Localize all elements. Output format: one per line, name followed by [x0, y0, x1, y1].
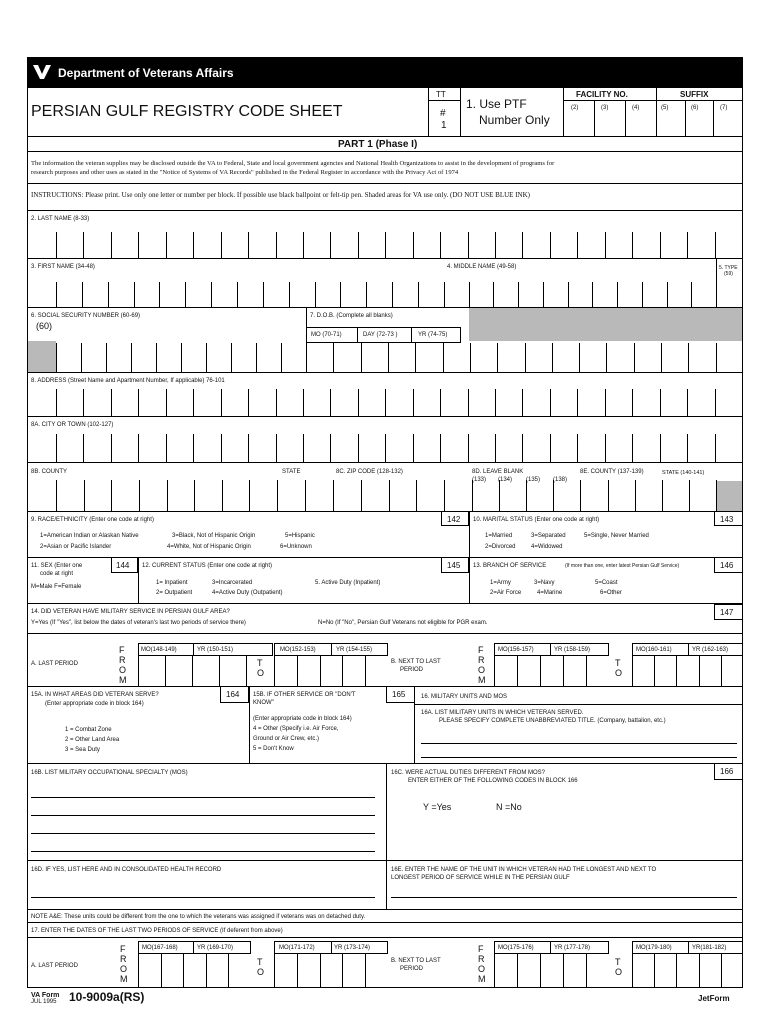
mo-179: MO(179-180) — [636, 945, 672, 951]
q16e-line-2: LONGEST PERIOD OF SERVICE WHILE IN THE PERSIAN GULF — [391, 875, 570, 881]
branch-note: (If more than one, enter latest Persian Gulf Service) — [565, 563, 680, 569]
city-label: 8A. CITY OR TOWN (102-127) — [31, 422, 114, 428]
q15a-opt-2: 2 = Other Land Area — [65, 737, 120, 743]
next-to-last-2: PERIOD — [400, 667, 424, 673]
type-label-1: 5. TYPE — [719, 265, 738, 271]
period1-to-boxes[interactable] — [274, 656, 388, 686]
leave-code-3: (135) — [526, 477, 541, 483]
col-4: (4) — [632, 105, 640, 111]
race-label: 9. RACE/ETHNICITY (Enter one code at right) — [31, 517, 154, 523]
yr-177: YR (177-178) — [554, 945, 591, 951]
tt-number: 1 — [441, 120, 447, 131]
ssn-boxes[interactable] — [56, 343, 306, 373]
leave-code-4: (138) — [553, 477, 568, 483]
q15b-label-2: KNOW" — [253, 700, 274, 706]
q14-code: 147 — [720, 608, 734, 617]
q17-from-r: R — [120, 954, 127, 964]
period2-to2-boxes[interactable] — [632, 954, 743, 988]
race-opt-4: 4=White, Not of Hispanic Origin — [167, 544, 251, 550]
race-opt-2: 2=Asian or Pacific Islander — [40, 544, 112, 550]
q16b-answer-line-2[interactable] — [31, 815, 375, 816]
marital-label: 10. MARITAL STATUS (Enter one code at right) — [473, 517, 600, 523]
status-opt-4: 4=Active Duty (Outpatient) — [212, 590, 283, 596]
form-title: PERSIAN GULF REGISTRY CODE SHEET — [31, 103, 343, 120]
q16a-line-2: PLEASE SPECIFY COMPLETE UNABBREVIATED TITLE. (Company, battalion, etc.) — [439, 718, 666, 724]
q16a-answer-line-1[interactable] — [421, 743, 737, 744]
q16c-code: 166 — [720, 767, 734, 776]
part-title: PART 1 (Phase I) — [338, 139, 418, 150]
leave-code-2: (134) — [498, 477, 513, 483]
q15a-opt-3: 3 = Sea Duty — [65, 747, 100, 753]
q16e-answer-line[interactable] — [391, 897, 737, 898]
q14-yes: Y=Yes (If "Yes", list below the dates of veteran's last two periods of service there) — [31, 620, 246, 626]
mo-148: MO(148-149) — [141, 647, 177, 653]
county-code-label: 8E. COUNTY (137-139) — [580, 469, 644, 475]
zip-boxes[interactable] — [333, 480, 472, 511]
ptf-line-1: 1. Use PTF — [466, 97, 527, 111]
yr-158: YR (158-159) — [554, 647, 591, 653]
q17-label: 17. ENTER THE DATES OF THE LAST TWO PERIODS OF SERVICE (If deferent from above) — [31, 928, 283, 934]
q17-from-m: M — [120, 974, 128, 984]
race-opt-3: 3=Black, Not of Hispanic Origin — [172, 533, 256, 539]
address-label: 8. ADDRESS (Street Name and Apartment Number, If applicable) 76-101 — [31, 378, 225, 384]
disclosure-line-1: The information the veteran supplies may be disclosed outside the VA to Federal, State and local government agencies and National Health Organizations to assist in the development of programs for — [31, 160, 555, 167]
q15a-opt-1: 1 = Combat Zone — [65, 727, 112, 733]
q16d-answer-line[interactable] — [31, 897, 375, 898]
status-label: 12. CURRENT STATUS (Enter one code at right) — [142, 563, 273, 569]
leave-code-1: (133) — [472, 477, 487, 483]
dob-yr: YR (74-75) — [418, 332, 448, 338]
q16b-answer-line-4[interactable] — [31, 851, 375, 852]
first-name-label: 3. FIRST NAME (34-48) — [31, 264, 95, 270]
middle-name-label: 4. MIDDLE NAME (49-58) — [447, 264, 517, 270]
q15a-code: 164 — [226, 690, 240, 699]
status-code: 145 — [447, 561, 461, 570]
q16b-answer-line-3[interactable] — [31, 833, 375, 834]
mo-175: MO(175-176) — [498, 945, 534, 951]
county-boxes[interactable] — [56, 480, 277, 511]
sex-code: 144 — [116, 561, 130, 570]
col-3: (3) — [601, 105, 609, 111]
from-letter-m: M — [119, 675, 127, 685]
tt-label: TT — [436, 90, 446, 99]
status-opt-3: 3=Incarcerated — [212, 580, 253, 586]
q14-no: N=No (If "No", Persian Gulf Veterans not eligible for PGR exam. — [318, 620, 488, 626]
mo-160: MO(160-161) — [636, 647, 672, 653]
race-code: 142 — [447, 515, 461, 524]
period1-from2-boxes[interactable] — [494, 656, 609, 686]
next-to-last-1: B. NEXT TO LAST — [391, 659, 441, 665]
race-opt-5: 5=Hispanic — [285, 533, 315, 539]
q17-from2-m: M — [478, 974, 486, 984]
state-boxes[interactable] — [277, 480, 333, 511]
instructions: INSTRUCTIONS: Please print. Use only one letter or number per block. If possible use black ballpoint or felt-tip pen. Shaded areas for VA use only. (DO NOT USE BLUE INK) — [31, 191, 530, 199]
last-name-label: 2. LAST NAME (8-33) — [31, 216, 90, 222]
ssn-label: 6. SOCIAL SECURITY NUMBER (60-69) — [31, 313, 141, 319]
race-opt-1: 1=American Indian or Alaskan Native — [40, 533, 139, 539]
q16d-label: 16D. IF YES, LIST HERE AND IN CONSOLIDATED HEALTH RECORD — [31, 867, 222, 873]
from-letter-o: O — [119, 665, 127, 675]
q16c-line-2: ENTER EITHER OF THE FOLLOWING CODES IN BLOCK 166 — [408, 778, 578, 784]
q17-next-1: B. NEXT TO LAST — [391, 958, 441, 964]
yr-181: YR(181-182) — [692, 945, 727, 951]
q17-last-period-label: A. LAST PERIOD — [31, 963, 78, 969]
from2-letter-f: F — [478, 645, 484, 655]
first-name-boxes[interactable] — [56, 282, 444, 307]
branch-opt-2: 2=Air Force — [490, 590, 522, 596]
q16b-label: 16B. LIST MILITARY OCCUPATIONAL SPECIALTY (MOS) — [31, 770, 188, 776]
yr-169: YR (169-170) — [197, 945, 234, 951]
q17-from2-o: O — [478, 964, 486, 974]
q16b-answer-line-1[interactable] — [31, 797, 375, 798]
state-code-shaded-box — [717, 481, 742, 511]
last-period-label: A. LAST PERIOD — [31, 661, 78, 667]
to2-letter-o: O — [615, 668, 623, 678]
q16c-yes: Y =Yes — [423, 802, 452, 812]
q17-to-o: O — [257, 967, 265, 977]
q14-label: 14. DID VETERAN HAVE MILITARY SERVICE IN PERSIAN GULF AREA? — [31, 609, 230, 615]
q15b-opt-4b: Ground or Air Crew, etc.) — [253, 736, 320, 742]
yr-154: YR (154-155) — [336, 647, 373, 653]
va-form-label: VA Form — [31, 992, 60, 999]
agency-name: Department of Veterans Affairs — [58, 66, 234, 80]
address-boxes[interactable] — [56, 389, 742, 416]
yr-173: YR (173-174) — [334, 945, 371, 951]
dob-day: DAY (72-73 ) — [363, 332, 398, 338]
to-letter-t: T — [257, 658, 263, 668]
marital-opt-4: 4=Widowed — [531, 544, 563, 550]
q17-from2-f: F — [478, 944, 484, 954]
county-label: 8B. COUNTY — [31, 469, 68, 475]
q17-from-f: F — [120, 944, 126, 954]
city-boxes[interactable] — [56, 434, 742, 462]
sex-options: M=Male F=Female — [31, 584, 82, 590]
q17-to2-o: O — [615, 967, 623, 977]
marital-opt-3: 3=Separated — [531, 533, 566, 539]
yr-150: YR (150-151) — [197, 647, 234, 653]
form-date: JUL 1995 — [31, 999, 57, 1005]
period2-from2-boxes[interactable] — [494, 954, 609, 988]
branch-label: 13. BRANCH OF SERVICE — [473, 563, 547, 569]
marital-opt-1: 1=Married — [485, 533, 513, 539]
period2-from-boxes[interactable] — [138, 954, 251, 988]
jetform-label: JetForm — [698, 994, 730, 1003]
branch-opt-1: 1=Army — [490, 580, 511, 586]
branch-opt-5: 5=Coast — [595, 580, 618, 586]
q17-to-t: T — [257, 957, 263, 967]
dob-label: 7. D.O.B. (Complete all blanks) — [310, 313, 393, 319]
q15b-sub: (Enter appropriate code in block 164) — [253, 716, 352, 722]
dob-boxes[interactable] — [306, 343, 743, 373]
zip-label: 8C. ZIP CODE (128-132) — [336, 469, 403, 475]
from-letter-f: F — [119, 645, 125, 655]
col-2: (2) — [571, 105, 579, 111]
state-label: STATE — [282, 469, 301, 475]
race-opt-6: 6=Unknown — [280, 544, 312, 550]
leave-blank-label: 8D. LEAVE BLANK — [472, 469, 524, 475]
from2-letter-o: O — [478, 665, 486, 675]
status-opt-2: 2= Outpatient — [156, 590, 193, 596]
form-number: 10-9009a(RS) — [69, 990, 145, 1004]
period2-to-boxes[interactable] — [274, 954, 388, 988]
marital-opt-2: 2=Divorced — [485, 544, 516, 550]
q15b-opt-5: 5 = Don't Know — [253, 746, 294, 752]
sex-label-2: code at right — [40, 571, 74, 577]
last-name-boxes[interactable] — [56, 232, 742, 259]
q15b-opt-4a: 4 = Other (Specify i.e. Air Force, — [253, 726, 339, 732]
ssn-code: (60) — [36, 321, 53, 331]
q17-next-2: PERIOD — [400, 966, 424, 972]
tt-hash: # — [440, 108, 446, 119]
period1-from-boxes[interactable] — [138, 656, 273, 686]
col-5: (5) — [661, 105, 669, 111]
from2-letter-r: R — [478, 655, 485, 665]
status-opt-5: 5. Active Duty (Inpatient) — [315, 580, 381, 586]
from2-letter-m: M — [478, 675, 486, 685]
va-use-shaded-area — [469, 308, 742, 341]
q16e-line-1: 16E. ENTER THE NAME OF THE UNIT IN WHICH VETERAN HAD THE LONGEST AND NEXT TO — [391, 867, 657, 873]
q17-to2-t: T — [615, 957, 621, 967]
sex-label-1: 11. SEX (Enter one — [31, 563, 83, 569]
suffix-label: SUFFIX — [680, 90, 709, 99]
mo-152: MO(152-153) — [280, 647, 316, 653]
branch-code: 146 — [720, 561, 734, 570]
q16c-line-1: 16C. WERE ACTUAL DUTIES DIFFERENT FROM MOS? — [391, 770, 546, 776]
mo-171: MO(171-172) — [279, 945, 315, 951]
q15b-code: 165 — [392, 690, 406, 699]
status-opt-1: 1= Inpatient — [156, 580, 188, 586]
note-ae: NOTE A&E: These units could be different from the one to which the veterans was assigned if veterans was on detached duty. — [31, 914, 366, 920]
mo-167: MO(167-168) — [142, 945, 178, 951]
branch-opt-4: 4=Marine — [537, 590, 563, 596]
type-label-2: (59) — [724, 271, 733, 277]
to2-letter-t: T — [615, 658, 621, 668]
q16c-no: N =No — [496, 802, 522, 812]
marital-opt-5: 5=Single, Never Married — [584, 533, 649, 539]
facility-no-label: FACILITY NO. — [576, 90, 628, 99]
middle-name-boxes[interactable] — [444, 282, 716, 307]
dob-mo: MO (70-71) — [311, 332, 342, 338]
yr-162: YR (162-163) — [692, 647, 729, 653]
q17-from2-r: R — [478, 954, 485, 964]
q15b-label-1: 15B. IF OTHER SERVICE OR "DON'T — [253, 692, 356, 698]
disclosure-line-2: research purposes and other uses as stated in the "Notice of Systems of VA Records" published in the Federal Register in accordance with the Privacy Act of 1974 — [31, 169, 459, 176]
q16-label: 16. MILITARY UNITS AND MOS — [421, 694, 508, 700]
mo-156: MO(156-157) — [498, 647, 534, 653]
col-7: (7) — [720, 105, 728, 111]
ptf-line-2: Number Only — [479, 113, 550, 127]
period1-to2-boxes[interactable] — [632, 656, 743, 686]
state-code-label: STATE (140-141) — [662, 470, 705, 476]
marital-code: 143 — [720, 515, 734, 524]
col-6: (6) — [691, 105, 699, 111]
branch-opt-3: 3=Navy — [534, 580, 555, 586]
q16a-line-1: 16A. LIST MILITARY UNITS IN WHICH VETERAN SERVED. — [421, 710, 584, 716]
va-logo — [31, 62, 53, 82]
q15a-label: 15A. IN WHAT AREAS DID VETERAN SERVE? — [31, 692, 159, 698]
q17-from-o: O — [120, 964, 128, 974]
q16a-answer-line-2[interactable] — [421, 757, 737, 758]
to-letter-o: O — [257, 668, 265, 678]
branch-opt-6: 6=Other — [600, 590, 622, 596]
from-letter-r: R — [119, 655, 126, 665]
q15a-sub: (Enter appropriate code in block 164) — [45, 701, 144, 707]
county-code-boxes[interactable] — [472, 480, 716, 511]
ssn-shaded-box — [28, 341, 56, 372]
